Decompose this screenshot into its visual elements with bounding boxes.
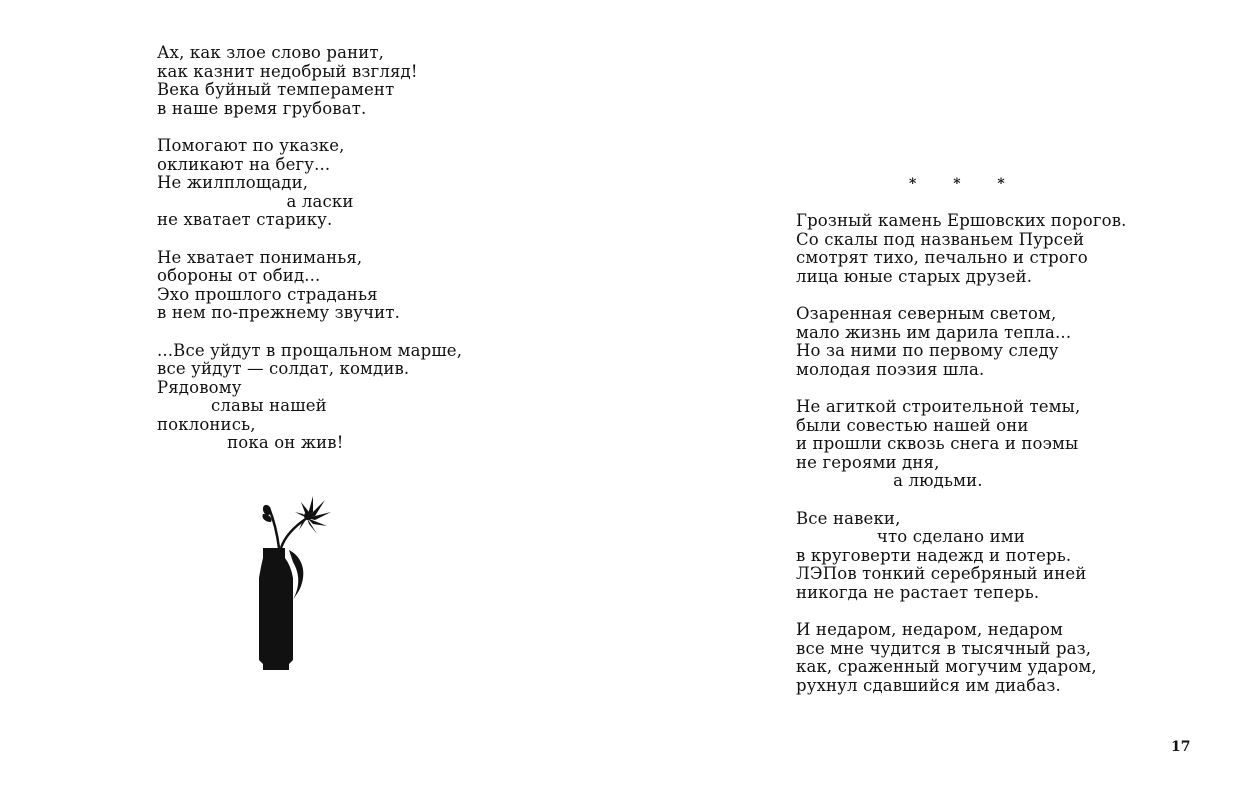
page-number: 17 [1171,739,1191,755]
poem-line: а ласки [157,191,354,211]
poem-line: ...Все уйдут в прощальном марше, [157,340,463,360]
stanza [796,305,1127,379]
poem-line: Эхо прошлого страданья [157,284,378,304]
right-page [625,0,1250,800]
poem-line: а людьми. [796,471,983,491]
poem-line: как, сраженный могучим ударом, [796,657,1097,677]
stanza [157,249,462,323]
poem-line: окликают на бегу... [157,154,331,174]
poem-line: Ах, как злое слово ранит, [157,43,385,62]
poem-line: все уйдут — солдат, комдив. [157,359,410,379]
poem-line: Не хватает пониманья, [157,247,363,267]
poem-line: славы нашей [157,396,327,416]
stanza [796,398,1127,491]
poem-line: и прошли сквозь снега и поэмы [796,434,1079,454]
poem-line: в круговерти надежд и потерь. [796,545,1072,565]
poem-line: пока он жив! [157,433,344,453]
poem-line: рухнул сдавшийся им диабаз. [796,675,1061,695]
poem-line: Но за ними по первому следу [796,341,1059,361]
poem-line: в наше время грубоват. [157,98,367,118]
poem-line: не героями дня, [796,452,940,472]
poem-line: никогда не растает теперь. [796,582,1040,602]
stanza [796,621,1127,695]
poem-line: Века буйный темперамент [157,80,395,100]
poem-line: в нем по-прежнему звучит. [157,303,400,323]
vase-with-flower-illustration [255,492,335,672]
poem-line: обороны от обид... [157,266,321,286]
poem-line: все мне чудится в тысячный раз, [796,638,1092,658]
poem-line: Помогают по указке, [157,135,345,155]
poem-line: что сделано ими [796,527,1025,547]
poem-line: Со скалы под названьем Пурсей [796,229,1085,249]
poem-line: смотрят тихо, печально и строго [796,248,1088,268]
poem-line: Не жилплощади, [157,173,309,193]
poem-line: Озаренная северным светом, [796,303,1057,323]
poem-line: лица юные старых друзей. [796,266,1033,286]
poem-line: мало жизнь им дарила тепла... [796,322,1072,342]
poem-line: И недаром, недаром, недаром [796,620,1063,640]
stanza [157,342,462,454]
section-ornament: * * * [909,176,1021,192]
poem-line: Рядовому [157,377,242,397]
right-poem [796,212,1127,695]
poem-line: ЛЭПов тонкий серебряный иней [796,564,1087,584]
stanza [157,137,462,230]
poem-line: Не агиткой строительной темы, [796,396,1081,416]
left-poem [157,44,462,453]
stanza [796,212,1127,286]
poem-line: Грозный камень Ершовских порогов. [796,211,1127,230]
poem-line: Все навеки, [796,508,901,528]
poem-line: были совестью нашей они [796,415,1029,435]
poem-line: поклонись, [157,414,256,434]
stanza [157,44,462,118]
stanza [796,510,1127,603]
poem-line: как казнит недобрый взгляд! [157,61,418,81]
poem-line: не хватает старику. [157,210,333,230]
poem-line: молодая поэзия шла. [796,359,985,379]
